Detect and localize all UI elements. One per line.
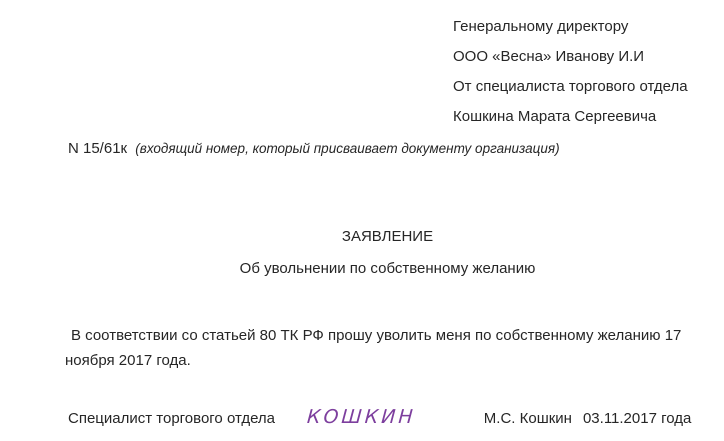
body-paragraph: В соответствии со статьей 80 ТК РФ прошу уволить меня по собственному желанию 17 ноября 2017 года.	[65, 327, 682, 369]
signer-name: М.С. Кошкин	[483, 410, 572, 427]
addressee-line-sender-position: От специалиста торгового отдела	[453, 78, 688, 95]
addressee-line-recipient-title: Генеральному директору	[453, 18, 629, 35]
handwritten-signature: КОШКИН	[306, 406, 417, 428]
document-subtitle: Об увольнении по собственному желанию	[239, 260, 536, 277]
reference-number: N 15/61к	[68, 140, 128, 157]
document-title: ЗАЯВЛЕНИЕ	[341, 228, 434, 245]
signer-position: Специалист торгового отдела	[68, 410, 276, 427]
signature-date: 03.11.2017 года	[582, 410, 692, 427]
addressee-line-sender-name: Кошкина Марата Сергеевича	[453, 108, 657, 125]
signature-row	[68, 406, 710, 428]
reference-number-line	[68, 139, 710, 159]
addressee-block	[453, 12, 710, 132]
reference-note: (входящий номер, который присваивает документу организация)	[135, 141, 560, 156]
addressee-line-company: ООО «Весна» Иванову И.И	[453, 48, 645, 65]
